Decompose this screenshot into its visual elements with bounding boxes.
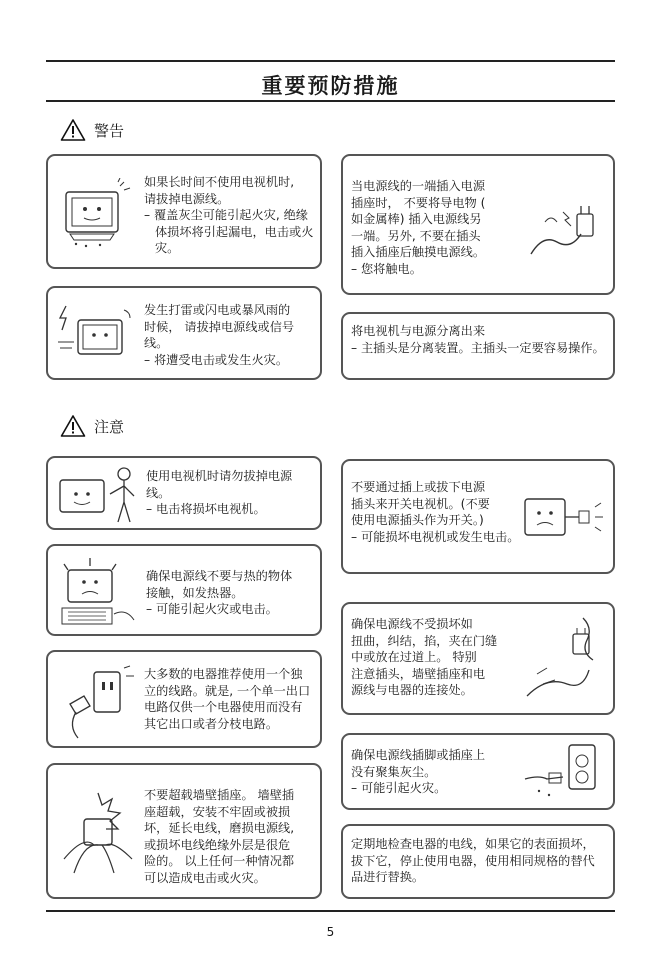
warning-2-line-3: 如金属棒) 插入电源线另	[351, 212, 482, 226]
warning-triangle-icon	[60, 414, 86, 438]
caution-1-line-2: 线。	[146, 485, 171, 500]
warning-3-line-3: 线。	[144, 336, 169, 350]
tv-heater-illustration	[54, 554, 142, 630]
top-rule	[46, 60, 615, 62]
caution-3-line-2: 接触，如发热器。	[146, 585, 244, 600]
warning-2-note: – 您将触电。	[351, 261, 422, 276]
warning-1-line-2: 请拔掉电源线。	[144, 191, 230, 206]
outlet-dust-illustration	[519, 741, 607, 803]
caution-4-line-3: 中或放在过道上。 特别	[351, 650, 477, 664]
caution-box-switch	[341, 459, 615, 574]
caution-7-line-2: 座超载，安装不牢固或被损	[144, 804, 291, 819]
caution-7-line-5: 险的。 以上任何一种情况都	[144, 854, 295, 868]
page-title: 重要预防措施	[261, 74, 400, 98]
caution-2-line-2: 插头来开关电视机。(不要	[351, 496, 490, 511]
cord-damage-illustration	[523, 614, 607, 706]
tv-dust-illustration	[56, 178, 134, 250]
page-number: 5	[326, 925, 335, 939]
caution-5-line-4: 其它出口或者分枝电路。	[144, 716, 279, 731]
warning-3-note: – 将遭受电击或发生火灾。	[144, 352, 289, 367]
caution-7-line-4: 或损坏电线绝缘外层是很危	[144, 837, 291, 852]
title-rule	[46, 100, 615, 102]
warning-2-line-4: 一端。另外, 不要在插头	[351, 228, 481, 243]
caution-3-line-1: 确保电源线不要与热的物体	[146, 569, 293, 583]
warning-2-line-1: 当电源线的一端插入电源	[351, 179, 486, 193]
caution-4-line-4: 注意插头，墙壁插座和电	[351, 666, 486, 681]
caution-7-line-1: 不要超载墙壁插座。 墙壁插	[144, 788, 295, 802]
caution-box-overload	[46, 763, 322, 899]
caution-box-dust	[341, 733, 615, 810]
bottom-rule	[46, 910, 615, 912]
caution-4-line-2: 扭曲，纠结，掐，夹在门缝	[351, 633, 498, 648]
tv-plug-illustration	[521, 489, 607, 549]
warning-heading-label: 警告	[94, 121, 125, 140]
caution-8-line-3: 品进行替换。	[351, 870, 425, 884]
caution-3-note: – 可能引起火灾或电击。	[146, 602, 278, 616]
warning-4-line-1: 将电视机与电源分离出来	[351, 324, 486, 338]
caution-5-line-1: 大多数的电器推荐使用一个独	[144, 667, 303, 681]
caution-7-line-3: 坏，延长电线，磨损电源线,	[144, 821, 295, 835]
warning-3-line-2: 时候， 请拔掉电源线或信号	[144, 319, 295, 334]
caution-4-line-1: 确保电源线不受损坏如	[351, 617, 473, 631]
warning-heading	[60, 118, 124, 142]
caution-heading	[60, 414, 124, 438]
warning-2-line-5: 插入插座后触摸电源线。	[351, 245, 486, 259]
warning-triangle-icon	[60, 118, 86, 142]
caution-2-line-1: 不要通过插上或拔下电源	[351, 480, 486, 494]
warning-box-lightning	[46, 286, 322, 380]
warning-box-disconnect	[341, 312, 615, 380]
caution-box-cord-damage	[341, 602, 615, 715]
caution-heading-label: 注意	[94, 417, 125, 436]
caution-6-note: – 可能引起火灾。	[351, 781, 447, 795]
warning-box-dust	[46, 154, 322, 269]
caution-box-heat	[46, 544, 322, 636]
caution-6-line-1: 确保电源线插脚或插座上	[351, 748, 486, 762]
caution-1-note: – 电击将损坏电视机。	[146, 502, 266, 516]
caution-box-unplug	[46, 456, 322, 530]
outlet-plug-illustration	[58, 664, 136, 740]
caution-1-line-1: 使用电视机时请勿拔掉电源	[146, 469, 293, 483]
warning-1-line-1: 如果长时间不使用电视机时,	[144, 175, 295, 189]
tv-person-illustration	[54, 464, 142, 526]
caution-2-line-3: 使用电源插头作为开关。)	[351, 513, 484, 527]
warning-1-note: – 覆盖灰尘可能引起火灾, 绝缘体损坏将引起漏电，电击或火灾。	[144, 208, 314, 255]
plug-shock-illustration	[523, 194, 605, 266]
caution-7-line-6: 可以造成电击或火灾。	[144, 870, 266, 885]
warning-3-line-1: 发生打雷或闪电或暴风雨的	[144, 303, 291, 317]
warning-2-line-2: 插座时， 不要将导电物 (	[351, 195, 486, 210]
caution-5-line-3: 电路仅供一个电器使用而没有	[144, 700, 303, 714]
caution-8-line-1: 定期地检查电器的电线，如果它的表面损坏，	[351, 837, 595, 851]
caution-5-line-2: 立的线路。就是, 一个单一出口	[144, 683, 311, 698]
caution-6-line-2: 没有聚集灰尘。	[351, 764, 437, 779]
caution-4-line-5: 源线与电器的连接处。	[351, 683, 473, 697]
tv-lightning-illustration	[54, 302, 136, 368]
warning-4-note: – 主插头是分离装置。主插头一定要容易操作。	[351, 340, 605, 355]
caution-box-circuit	[46, 650, 322, 748]
overloaded-outlet-illustration	[54, 789, 142, 879]
warning-box-conductor	[341, 154, 615, 295]
caution-8-line-2: 拔下它，停止使用电器，使用相同规格的替代	[351, 853, 595, 868]
caution-2-note: – 可能损坏电视机或发生电击。	[351, 529, 520, 544]
caution-box-inspect	[341, 824, 615, 899]
